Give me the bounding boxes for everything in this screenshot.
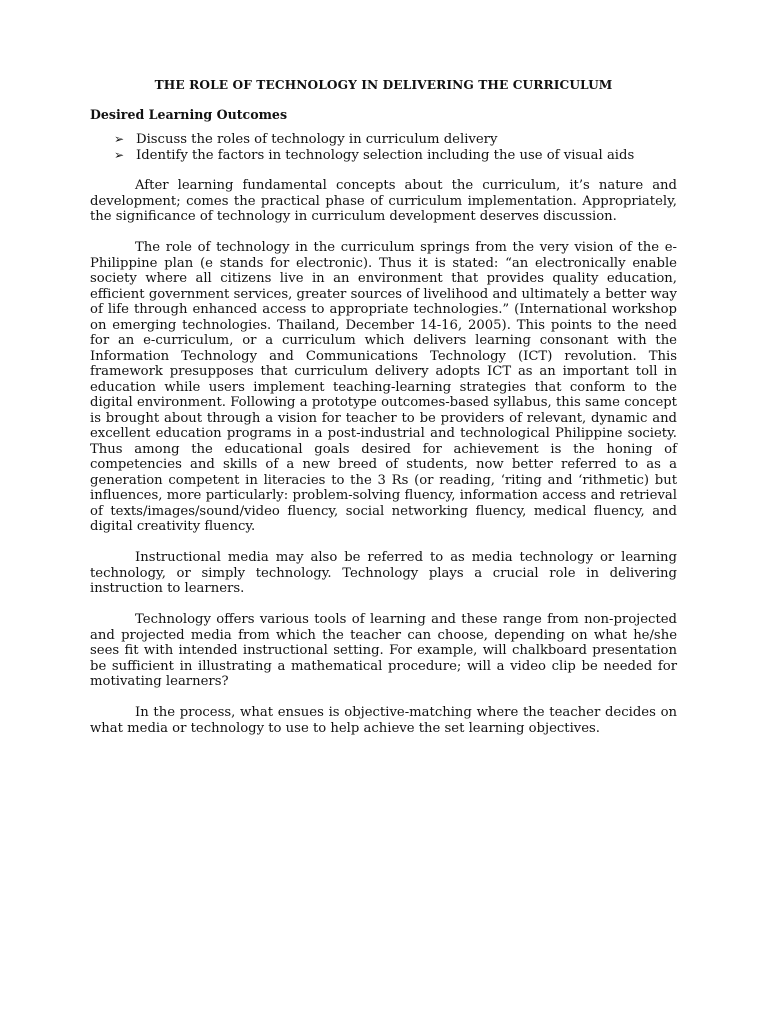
arrow-bullet-icon: ➢ (114, 147, 125, 162)
outcome-text: Identify the factors in technology selection including the use of visual aids (136, 147, 635, 163)
outcomes-heading: Desired Learning Outcomes (90, 106, 288, 122)
paragraph-tools-of-learning: Technology offers various tools of learning and these range from non-projected and projected media from which the teacher can choose, depending on what he/she sees fit with intended instructional setting. For example, will chalkboard presentation be sufficient in illustrating a mathematical procedure; will a video clip be needed for motivating learners? (90, 612, 677, 689)
paragraph-intro: After learning fundamental concepts about the curriculum, it’s nature and development; comes the practical phase of curriculum implementation. Appropriately, the significance of technology in curriculum development deserves discussion. (90, 178, 677, 224)
paragraph-objective-matching: In the process, what ensues is objective-matching where the teacher decides on what media or technology to use to help achieve the set learning objectives. (90, 705, 677, 736)
document-title: THE ROLE OF TECHNOLOGY IN DELIVERING THE CURRICULUM (154, 78, 613, 92)
paragraph-role-of-technology: The role of technology in the curriculum springs from the very vision of the e-Philippine plan (e stands for electronic). Thus it is stated: “an electronically enable society where all citizens live in an environment that provides quality education, efficient government services, greater sources of livelihood and ultimately a better way of life through enhanced access to appropriate technologies.” (International workshop on emerging technologies. Thailand, December 14-16, 2005). This points to the need for an e-curriculum, or a curriculum which delivers learning consonant with the Information Technology and Communications Technology (ICT) revolution. This framework presupposes that curriculum delivery adopts ICT as an important toll in education while users implement teaching-learning strategies that conform to the digital environment. Following a prototype outcomes-based syllabus, this same concept is brought about through a vision for teacher to be providers of relevant, dynamic and excellent education programs in a post-industrial and technological Philippine society. Thus among the educational goals desired for achievement is the honing of competencies and skills of a new breed of students, now better referred to as a generation competent in literacies to the 3 Rs (or reading, ‘riting and ‘rithmetic) but influences, more particularly: problem-solving fluency, information access and retrieval of texts/images/sound/video fluency, social networking fluency, medical fluency, and digital creativity fluency. (90, 240, 677, 534)
outcomes-list (90, 132, 677, 163)
outcome-item (90, 132, 677, 148)
outcome-item (90, 148, 677, 164)
outcome-text: Discuss the roles of technology in curriculum delivery (136, 132, 498, 147)
arrow-bullet-icon: ➢ (114, 132, 125, 146)
paragraph-instructional-media: Instructional media may also be referred to as media technology or learning technology, or simply technology. Technology plays a crucial role in delivering instruction to learners. (90, 550, 677, 596)
document-page (90, 78, 677, 752)
